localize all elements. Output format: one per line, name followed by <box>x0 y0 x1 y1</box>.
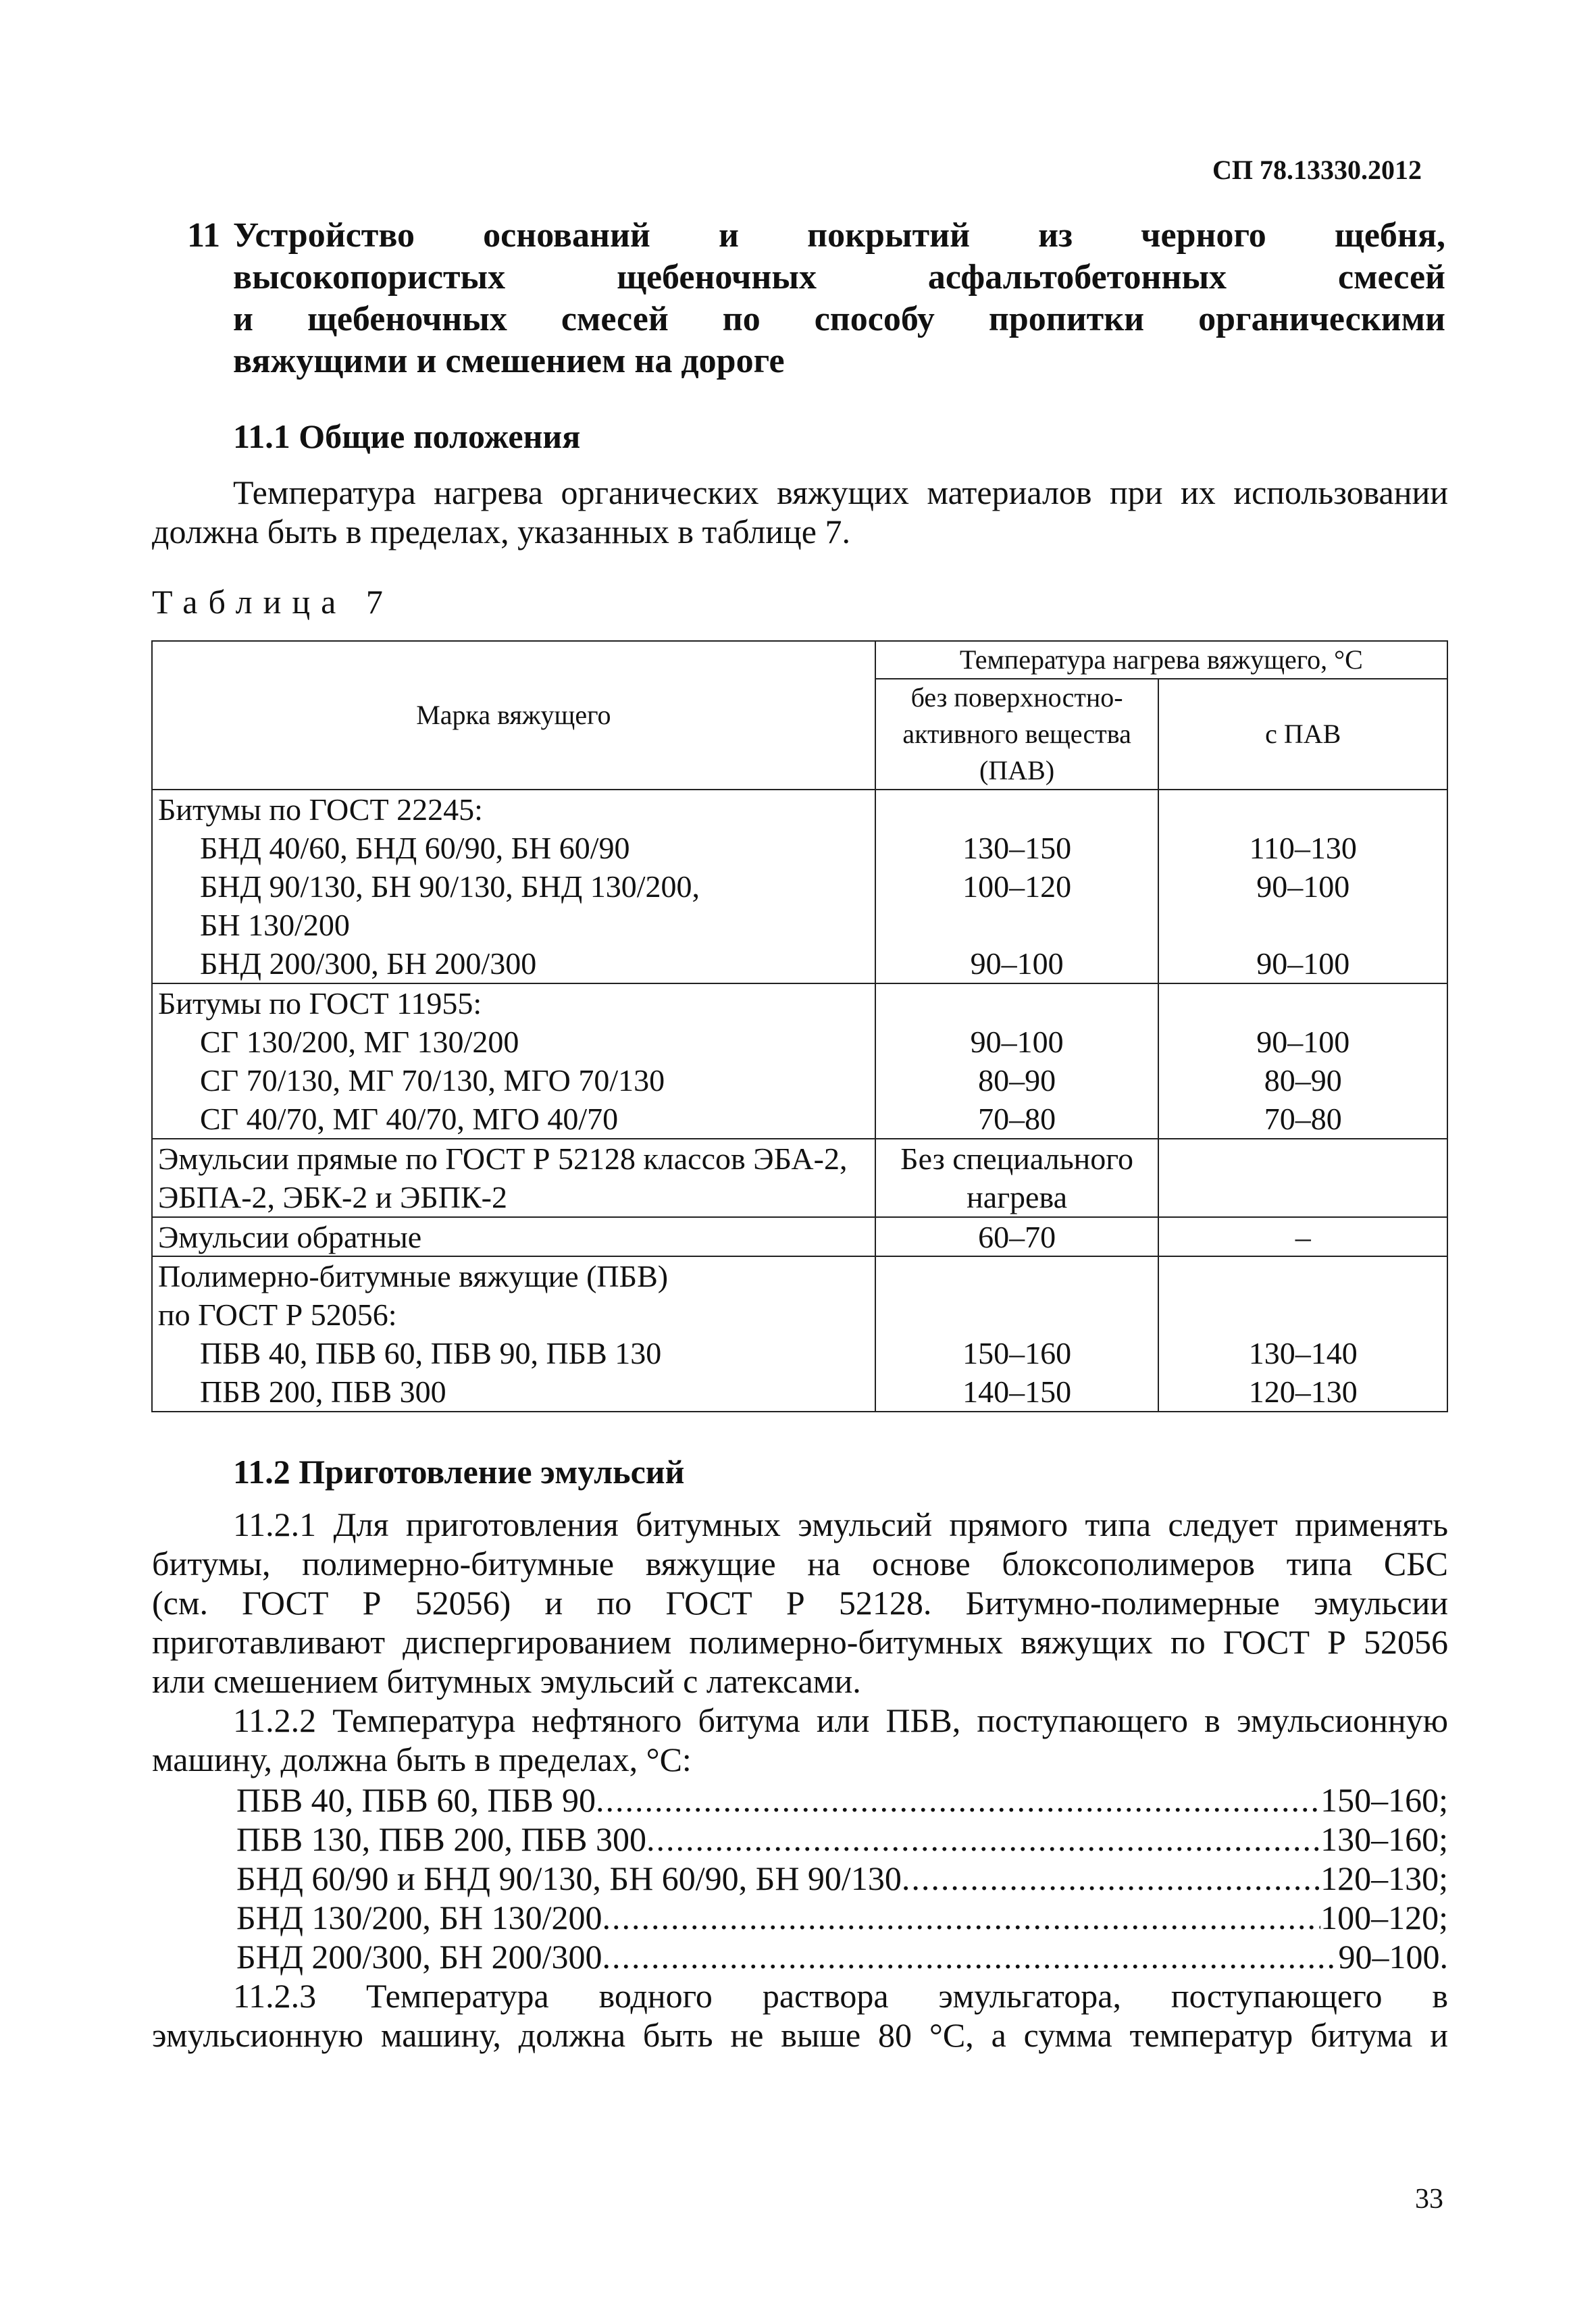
temp-value: 70–80 <box>978 1102 1056 1136</box>
table-row <box>152 983 1447 1139</box>
paragraph-line: эмульсионную машину, должна быть не выше 80 °С, а сумма температур битума и <box>152 2016 1448 2054</box>
grade-name: Эмульсии прямые по ГОСТ Р 52128 классов ЭБА-2, <box>158 1141 848 1176</box>
list-item <box>236 1859 1448 1898</box>
paragraph-11-2-2 <box>152 1701 1448 1779</box>
temp-value: 130–140 <box>1248 1336 1358 1370</box>
list-item-label: БНД 60/90 и БНД 90/130, БН 60/90, БН 90/130 <box>236 1859 902 1897</box>
list-item-label: БНД 130/200, БН 130/200 <box>236 1899 602 1936</box>
section-title-line: 11 Устройство оснований и покрытий из черного щебня, <box>233 215 1445 257</box>
temp-value: 90–100 <box>970 946 1064 981</box>
paragraph-11-2-1 <box>152 1505 1448 1701</box>
grade-name: СГ 70/130, МГ 70/130, МГО 70/130 <box>200 1063 665 1098</box>
paragraph-11-2-3 <box>152 1976 1448 2055</box>
table-row <box>152 1256 1447 1412</box>
list-item-value: 150–160; <box>1320 1781 1448 1819</box>
group-title: Битумы по ГОСТ 22245: <box>158 792 483 827</box>
list-item-value: 100–120; <box>1320 1899 1448 1936</box>
list-item-label: ПБВ 130, ПБВ 200, ПБВ 300 <box>236 1820 647 1858</box>
list-item-value: 90–100. <box>1338 1938 1448 1976</box>
temp-value: 60–70 <box>875 1217 1159 1256</box>
section-title-line: и щебеночных смесей по способу пропитки органическими <box>233 300 1445 338</box>
group-title: Битумы по ГОСТ 11955: <box>158 986 482 1021</box>
temp-value: 150–160 <box>962 1336 1072 1370</box>
grade-name: БНД 40/60, БНД 60/90, БН 60/90 <box>200 831 630 865</box>
paragraph-line: Температура нагрева органических вяжущих материалов при их использовании <box>233 473 1448 511</box>
paragraph-line: 11.2.3 Температура водного раствора эмульгатора, поступающего в <box>233 1977 1448 2015</box>
grade-name: ПБВ 40, ПБВ 60, ПБВ 90, ПБВ 130 <box>200 1336 662 1370</box>
column-header-with-surfactant: с ПАВ <box>1158 679 1447 790</box>
temp-value: 100–120 <box>962 869 1072 904</box>
table-caption: Таблица 7 <box>152 583 394 621</box>
table-row <box>152 790 1447 983</box>
paragraph-line: приготавливают диспергированием полимерно-битумных вяжущих по ГОСТ Р 52056 <box>152 1623 1448 1661</box>
paragraph-line: машину, должна быть в пределах, °С: <box>152 1741 692 1778</box>
grade-name: ЭБПА-2, ЭБК-2 и ЭБПК-2 <box>158 1180 507 1214</box>
column-header-grade: Марка вяжущего <box>152 641 875 790</box>
temp-value: 90–100 <box>1256 946 1350 981</box>
table-row <box>152 1139 1447 1217</box>
list-item <box>236 1898 1448 1937</box>
page-number: 33 <box>1415 2184 1443 2215</box>
section-title-line: высокопористых щебеночных асфальтобетонных смесей <box>233 258 1445 297</box>
list-item-value: 120–130; <box>1320 1859 1448 1897</box>
table-row <box>152 1217 1447 1256</box>
paragraph-11-1 <box>152 473 1448 551</box>
grade-name: БНД 90/130, БН 90/130, БНД 130/200, <box>200 869 700 904</box>
temp-value: 90–100 <box>1256 1025 1350 1059</box>
subsection-heading-11-2: 11.2 Приготовление эмульсий <box>233 1453 685 1491</box>
document-code: СП 78.13330.2012 <box>1212 155 1422 185</box>
paragraph-line: битумы, полимерно-битумные вяжущие на основе блоксополимеров типа СБС <box>152 1545 1448 1583</box>
group-title: Полимерно-битумные вяжущие (ПБВ) <box>158 1259 669 1293</box>
grade-name: БН 130/200 <box>200 908 350 942</box>
list-item-label: БНД 200/300, БН 200/300 <box>236 1938 602 1976</box>
column-header-temperature: Температура нагрева вяжущего, °С <box>875 641 1447 679</box>
temp-value: 130–150 <box>962 831 1072 865</box>
paragraph-line: или смешением битумных эмульсий с латексами. <box>152 1662 861 1700</box>
temp-value: 90–100 <box>1256 869 1350 904</box>
temp-value: 80–90 <box>978 1063 1056 1098</box>
grade-name: БНД 200/300, БН 200/300 <box>200 946 537 981</box>
subsection-heading-11-1: 11.1 Общие положения <box>233 417 581 455</box>
list-item-label: ПБВ 40, ПБВ 60, ПБВ 90 <box>236 1781 596 1819</box>
temp-value: – <box>1158 1217 1447 1256</box>
column-header-without-surfactant: без поверхностно-активного вещества (ПАВ) <box>875 679 1159 790</box>
temp-value: нагрева <box>967 1180 1068 1214</box>
temp-value: 90–100 <box>970 1025 1064 1059</box>
temp-value: 140–150 <box>962 1374 1072 1409</box>
list-item <box>236 1937 1448 1976</box>
paragraph-line: 11.2.1 Для приготовления битумных эмульсий прямого типа следует применять <box>233 1506 1448 1543</box>
paragraph-line: 11.2.2 Температура нефтяного битума или ПБВ, поступающего в эмульсионную <box>233 1701 1448 1739</box>
section-title <box>187 215 1445 382</box>
section-number: 11 <box>187 216 221 255</box>
grade-name: СГ 40/70, МГ 40/70, МГО 40/70 <box>200 1102 619 1136</box>
temp-value: 120–130 <box>1248 1374 1358 1409</box>
list-item <box>236 1820 1448 1859</box>
section-title-line: вяжущими и смешением на дороге <box>233 342 785 380</box>
list-item <box>236 1780 1448 1820</box>
list-item-value: 130–160; <box>1320 1820 1448 1858</box>
grade-name: СГ 130/200, МГ 130/200 <box>200 1025 519 1059</box>
grade-name: Эмульсии обратные <box>152 1217 875 1256</box>
paragraph-line: должна быть в пределах, указанных в таблице 7. <box>152 513 850 550</box>
grade-name: ПБВ 200, ПБВ 300 <box>200 1374 446 1409</box>
temp-value: Без специального <box>900 1141 1134 1176</box>
temp-value: 80–90 <box>1264 1063 1342 1098</box>
temperature-table <box>151 640 1448 1412</box>
temp-value: 70–80 <box>1264 1102 1342 1136</box>
temp-value <box>1158 1139 1447 1217</box>
temp-value: 110–130 <box>1249 831 1357 865</box>
group-title: по ГОСТ Р 52056: <box>158 1297 397 1332</box>
paragraph-line: (см. ГОСТ Р 52056) и по ГОСТ Р 52128. Битумно-полимерные эмульсии <box>152 1584 1448 1622</box>
